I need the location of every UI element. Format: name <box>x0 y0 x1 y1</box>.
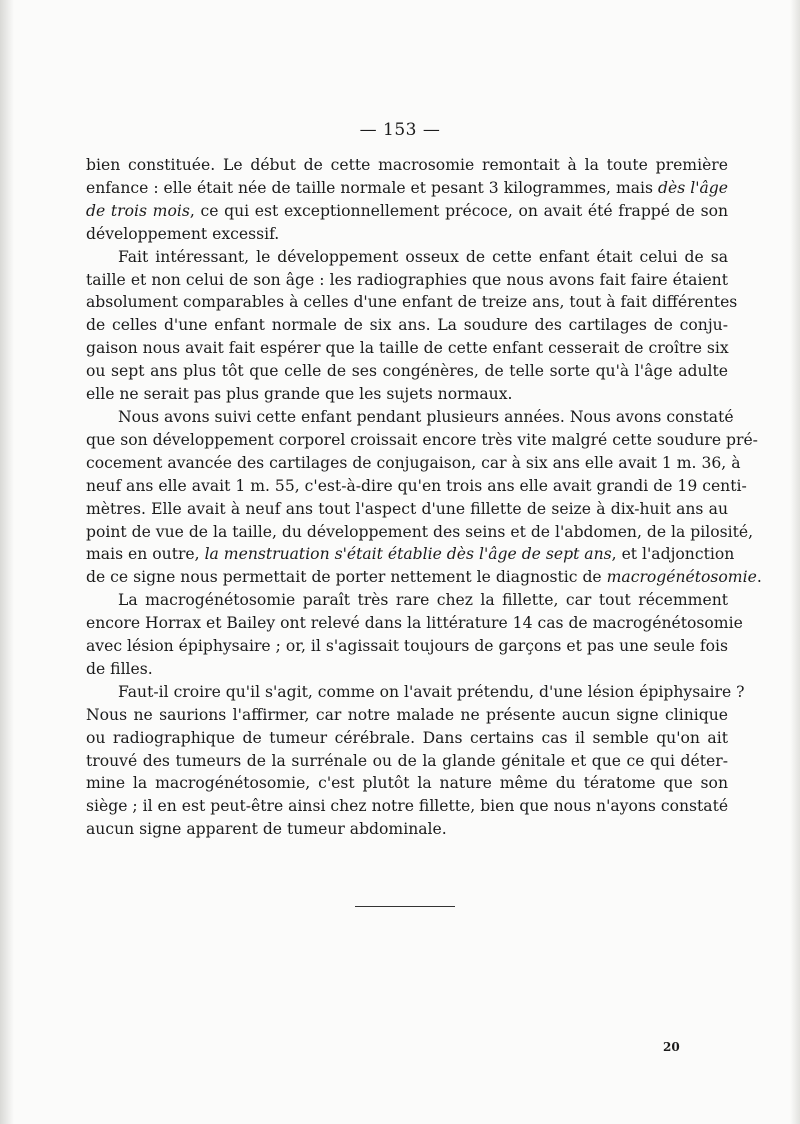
text-line: de trois mois, ce qui est exceptionnellement précoce, on avait été frappé de son <box>86 201 728 220</box>
text-line: Fait intéressant, le développement osseux de cette enfant était celui de sa <box>118 247 728 266</box>
text-line: point de vue de la taille, du développement des seins et de l'abdomen, de la pilosité, <box>86 522 754 541</box>
text-line: trouvé des tumeurs de la surrénale ou de la glande génitale et que ce qui déter- <box>86 751 728 770</box>
text-line: La macrogénétosomie paraît très rare chez la fillette, car tout récemment <box>118 591 728 610</box>
folio-number: 20 <box>663 1040 680 1054</box>
page-header-number: — 153 — <box>359 120 441 140</box>
paragraph-5 <box>86 681 745 841</box>
text-line: de ce signe nous permettait de porter nettement le diagnostic de macrogénétosomie. <box>86 568 762 587</box>
text-line: Nous ne saurions l'affirmer, car notre malade ne présente aucun signe clinique <box>86 705 728 724</box>
text-line: taille et non celui de son âge : les radiographies que nous avons fait faire étaient <box>86 270 728 289</box>
paragraph-3 <box>86 406 762 589</box>
paragraph-1 <box>86 154 728 246</box>
paragraph-2 <box>86 246 738 406</box>
section-end-rule <box>355 906 455 907</box>
text-line: encore Horrax et Bailey ont relevé dans la littérature 14 cas de macrogénétosomie <box>86 614 743 633</box>
text-line: enfance : elle était née de taille normale et pesant 3 kilogrammes, mais dès l'âge <box>86 178 729 197</box>
text-line: avec lésion épiphysaire ; or, il s'agissait toujours de garçons et pas une seule fois <box>86 637 728 656</box>
text-line: ou sept ans plus tôt que celle de ses congénères, de telle sorte qu'à l'âge adulte <box>86 362 728 381</box>
page-shadow-left <box>0 0 14 1124</box>
text-line: développement excessif. <box>86 224 280 243</box>
page-shadow-right <box>790 0 800 1124</box>
text-line: que son développement corporel croissait encore très vite malgré cette soudure pré- <box>86 430 758 449</box>
text-line: de filles. <box>86 659 153 678</box>
body-text <box>86 154 762 841</box>
text-line: gaison nous avait fait espérer que la taille de cette enfant cesserait de croître six <box>86 339 729 358</box>
text-line: de celles d'une enfant normale de six ans. La soudure des cartilages de conju- <box>86 316 728 335</box>
text-line: cocement avancée des cartilages de conjugaison, car à six ans elle avait 1 m. 36, à <box>86 453 741 472</box>
text-line: aucun signe apparent de tumeur abdominale. <box>86 820 447 839</box>
paragraph-4 <box>86 589 743 681</box>
text-line: Faut-il croire qu'il s'agit, comme on l'avait prétendu, d'une lésion épiphysaire ? <box>118 682 745 701</box>
text-line: mètres. Elle avait à neuf ans tout l'aspect d'une fillette de seize à dix-huit ans au <box>86 499 728 518</box>
text-line: bien constituée. Le début de cette macrosomie remontait à la toute première <box>86 156 728 174</box>
text-line: neuf ans elle avait 1 m. 55, c'est-à-dire qu'en trois ans elle avait grandi de 19 centi- <box>86 476 747 495</box>
text-line: elle ne serait pas plus grande que les sujets normaux. <box>86 385 513 404</box>
text-line: mine la macrogénétosomie, c'est plutôt la nature même du tératome que son <box>86 774 728 793</box>
text-line: mais en outre, la menstruation s'était établie dès l'âge de sept ans, et l'adjonction <box>86 545 735 564</box>
text-line: ou radiographique de tumeur cérébrale. Dans certains cas il semble qu'on ait <box>86 728 728 747</box>
text-line: absolument comparables à celles d'une enfant de treize ans, tout à fait différentes <box>86 293 738 312</box>
text-line: siège ; il en est peut-être ainsi chez notre fillette, bien que nous n'ayons constaté <box>86 797 729 816</box>
text-line: Nous avons suivi cette enfant pendant plusieurs années. Nous avons constaté <box>118 407 734 426</box>
